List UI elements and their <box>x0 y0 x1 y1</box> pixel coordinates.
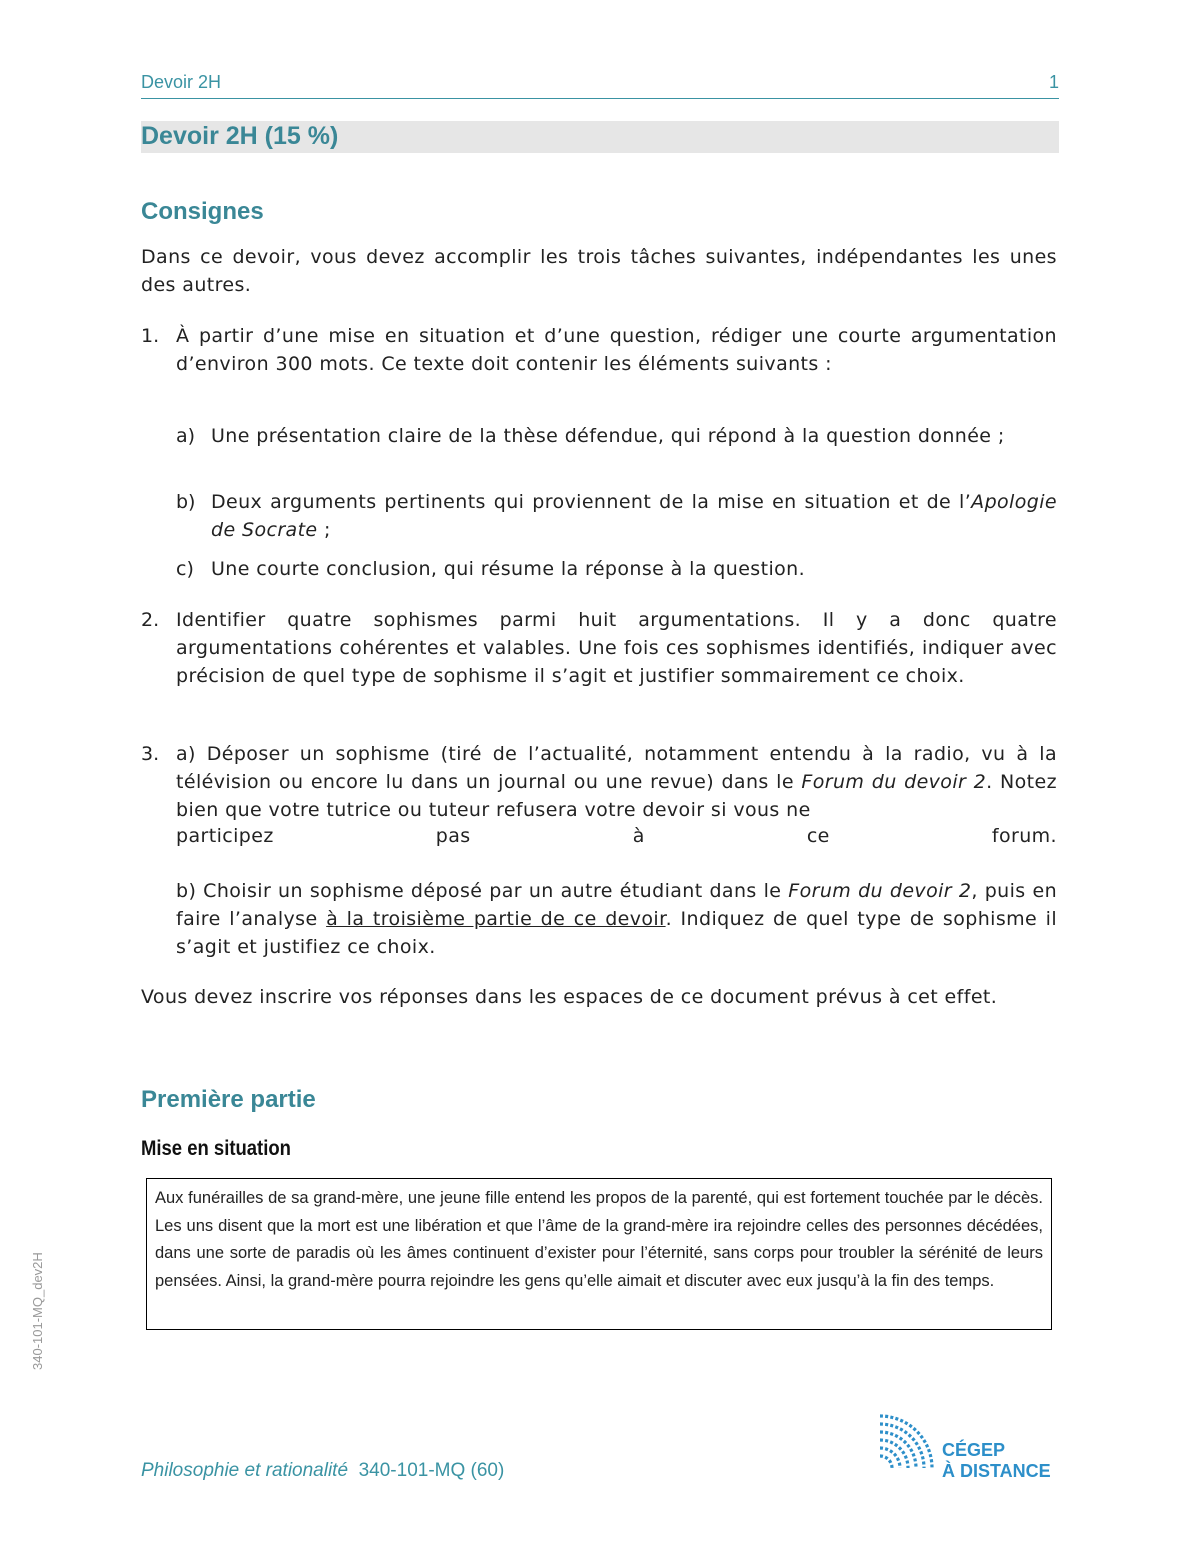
cegep-logo <box>878 1410 1058 1480</box>
header-title: Devoir 2H <box>141 72 222 92</box>
task-1a-label: a) <box>176 425 196 447</box>
part-3-reference: à la troisième partie de ce devoir <box>326 908 666 930</box>
task-1-number: 1. <box>141 325 160 347</box>
course-code: 340-101-MQ (60) <box>358 1460 505 1481</box>
task-1b-text <box>211 488 1057 544</box>
task-2-number: 2. <box>141 609 160 631</box>
closing-instruction: Vous devez inscrire vos réponses dans les espaces de ce document prévus à cet effet. <box>141 986 998 1008</box>
part-1-heading: Première partie <box>141 1086 316 1113</box>
logo-line-1: CÉGEP <box>942 1440 1006 1460</box>
running-header <box>141 70 1059 99</box>
task-1b-text-end: ; <box>317 519 331 541</box>
task-2-text: Identifier quatre sophismes parmi huit argumentations. Il y a donc quatre argumentations cohérentes et valables. Une fois ces sophismes identifiés, indiquer avec précision de quel type de sophisme il s’agit et justifier sommairement ce choix. <box>176 609 1057 687</box>
logo-waves-icon <box>878 1410 938 1480</box>
task-1b-label: b) <box>176 491 196 513</box>
task-1a-text: Une présentation claire de la thèse défendue, qui répond à la question donnée ; <box>211 425 1005 447</box>
consignes-intro: Dans ce devoir, vous devez accomplir les trois tâches suivantes, indépendantes les unes des autres. <box>141 246 1057 296</box>
task-3b-text-end: . Indiquez de quel type de sophisme il s’agit et justifiez ce choix. <box>176 908 1058 958</box>
situation-box <box>146 1178 1052 1330</box>
logo-text <box>942 1440 1051 1482</box>
task-3b-text-start: b) Choisir un sophisme déposé par un autre étudiant dans le <box>176 880 789 902</box>
task-3b-text <box>176 877 1057 961</box>
mise-en-situation-heading: Mise en situation <box>141 1137 291 1160</box>
task-3a-last-line: participez pas à ce forum. <box>176 825 1057 847</box>
task-3a-text <box>176 740 1057 824</box>
task-3a-text-start: a) Déposer un sophisme (tiré de l’actualité, notamment entendu à la radio, vu à la télévision ou encore lu dans un journal ou une revue) dans le <box>176 743 1057 793</box>
task-1b-text-start: Deux arguments pertinents qui proviennent de la mise en situation et de l’ <box>211 491 972 513</box>
apologie-title: Apologie de Socrate <box>211 491 1057 541</box>
situation-text: Aux funérailles de sa grand-mère, une jeune fille entend les propos de la parenté, qui est fortement touchée par le décès. Les uns disent que la mort est une libération et que l’âme de la grand-mère ira rejoindre celles des personnes décédées, dans une sorte de paradis où les âmes continuent d’exister pour l’éternité, sans corps pour troubler la sérénité de leurs pensées. Ainsi, la grand-mère pourra rejoindre les gens qu’elle aimait et discuter avec eux jusqu’à la fin des temps. <box>155 1189 1043 1290</box>
task-3a-text-end: . Notez bien que votre tutrice ou tuteur refusera votre devoir si vous ne <box>176 771 1057 821</box>
document-title: Devoir 2H (15 %) <box>141 122 339 150</box>
document-title-bar <box>141 121 1059 153</box>
forum-link-text: Forum du devoir 2 <box>801 771 987 793</box>
course-title: Philosophie et rationalité <box>141 1460 349 1481</box>
task-1c-label: c) <box>176 558 194 580</box>
consignes-heading: Consignes <box>141 198 264 225</box>
task-1c-text: Une courte conclusion, qui résume la réponse à la question. <box>211 558 806 580</box>
side-document-code: 340-101-MQ_dev2H <box>30 1252 45 1370</box>
logo-line-2: À DISTANCE <box>942 1461 1051 1481</box>
task-3-number: 3. <box>141 743 160 765</box>
task-1-text: À partir d’une mise en situation et d’une question, rédiger une courte argumentation d’environ 300 mots. Ce texte doit contenir les éléments suivants : <box>176 325 1057 375</box>
task-3b-text-mid: , puis en faire l’analyse <box>176 880 1058 930</box>
footer-course <box>141 1460 504 1482</box>
page-number: 1 <box>1048 72 1059 92</box>
forum-link-text-2: Forum du devoir 2 <box>788 880 972 902</box>
